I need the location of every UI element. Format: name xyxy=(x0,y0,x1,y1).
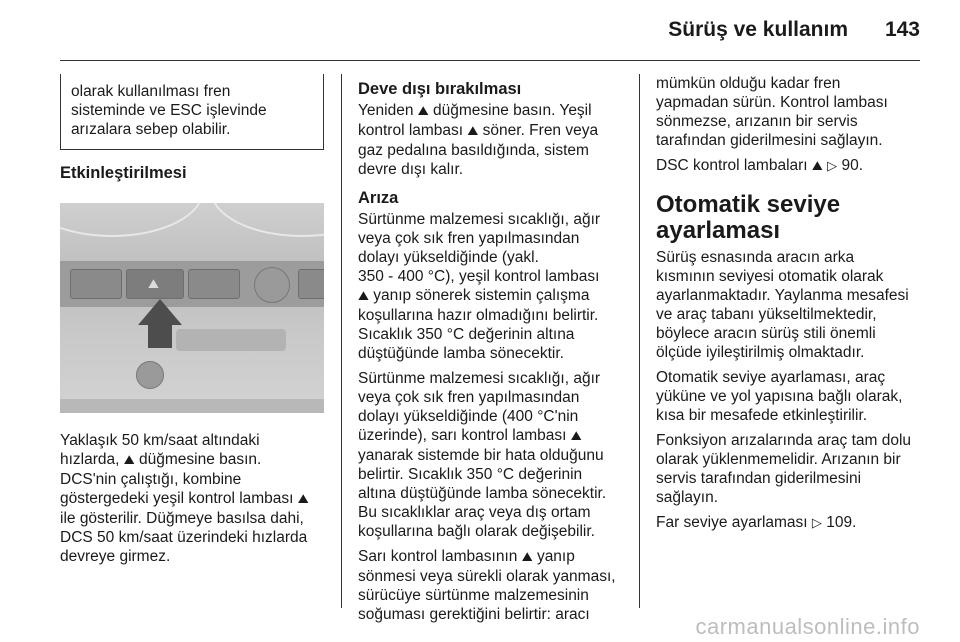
arrow-up-icon xyxy=(138,299,182,325)
section-heading-fault: Arıza xyxy=(358,189,399,207)
header-rule xyxy=(60,60,920,61)
section-heading-auto-level: Otomatik seviye ayarlaması xyxy=(656,191,841,244)
notice-line: olarak kullanılması fren xyxy=(71,83,231,100)
page-number: 143 xyxy=(884,18,920,41)
dcs-icon: ⛰ xyxy=(123,453,135,468)
fault-paragraph-continued: mümkün olduğu kadar fren yapmadan sürün. Kontrol lambası sönmezse, arızanın bir servis tarafından giderilmesini sağlayın. xyxy=(656,75,888,149)
page-header xyxy=(0,0,960,60)
notice-box xyxy=(60,74,324,150)
dcs-icon: ⛰ xyxy=(811,159,823,174)
column-1 xyxy=(60,74,324,572)
fault-paragraph-3: Sarı kontrol lambasının ⛰ yanıp sönmesi veya sürekli olarak yanması, sürücüye sürtünme malzemesinin soğuması gerektiğini belirtir: aracı xyxy=(358,548,616,623)
section-heading-activation: Etkinleştirilmesi xyxy=(60,164,187,182)
dcs-icon: ⛰ xyxy=(570,429,582,444)
column-divider-2 xyxy=(639,74,640,608)
dcs-icon: ⛰ xyxy=(521,550,533,565)
notice-line: arızalara sebep olabilir. xyxy=(71,121,231,138)
dcs-icon: ⛰ xyxy=(417,104,429,119)
watermark: carmanualsonline.info xyxy=(695,614,920,639)
column-3 xyxy=(656,74,922,539)
fault-paragraph-2: Sürtünme malzemesi sıcaklığı, ağır veya çok sık fren yapılmasından dolayı yükseldiğinde (400 °C'nin üzerinde), sarı kontrol lambası ⛰ yanarak sistemde bir hata olduğunu belirtir. Sıcaklık 350 °C değerinin altına düştüğünde lamba sönecektir. Bu sıcaklıklar araç veya dış ortam koşullarına bağlı olarak değişebilir. xyxy=(358,370,607,540)
section-heading-deactivation: Deve dışı bırakılması xyxy=(358,80,522,98)
dcs-button-illustration xyxy=(60,203,324,413)
deactivation-paragraph: Yeniden ⛰ düğmesine basın. Yeşil kontrol lambası ⛰ söner. Fren veya gaz pedalına basıldığında, sistem devre dışı kalır. xyxy=(358,102,599,178)
dcs-icon: ⛰ xyxy=(148,277,159,292)
page-ref-icon[interactable]: ▷ xyxy=(827,159,838,174)
dcs-icon: ⛰ xyxy=(467,124,479,139)
column-divider-1 xyxy=(341,74,342,608)
dcs-icon: ⛰ xyxy=(297,492,309,507)
column-2 xyxy=(358,74,626,630)
auto-level-paragraph-3: Fonksiyon arızalarında araç tam dolu olarak yüklenmemelidir. Arızanın bir servis tarafından giderilmesini sağlayın. xyxy=(656,432,912,506)
page-ref-icon[interactable]: ▷ xyxy=(811,516,822,531)
dsc-reference: DSC kontrol lambaları ⛰ ▷ 90. xyxy=(656,157,864,174)
page-ref-link[interactable]: 109. xyxy=(826,514,857,531)
headlight-reference: Far seviye ayarlaması ▷ 109. xyxy=(656,514,857,531)
auto-level-paragraph-2: Otomatik seviye ayarlaması, araç yüküne ve yol yapısına bağlı olarak, kısa bir mesafede etkinleştirilir. xyxy=(656,369,903,424)
dcs-icon: ⛰ xyxy=(358,289,369,304)
page-ref-link[interactable]: 90. xyxy=(841,157,864,174)
fault-paragraph-1: Sürtünme malzemesi sıcaklığı, ağır veya çok sık fren yapılmasından dolayı yükseldiğinde (yakl. 350 - 400 °C), yeşil kontrol lambası ⛰ yanıp sönerek sistemin çalışma koşullarına hazır olmadığını belirtir. Sıcaklık 350 °C değerinin altına düştüğünde lamba sönecektir. xyxy=(358,211,601,362)
header-title: Sürüş ve kullanım xyxy=(668,18,848,41)
activation-paragraph: Yaklaşık 50 km/saat altındaki hızlarda, ⛰ düğmesine basın. DCS'nin çalıştığı, kombine göstergedeki yeşil kontrol lambası ⛰ ile gösterilir. Düğmeye basılsa dahi, DCS 50 km/saat üzerindeki hızlarda devreye girmez. xyxy=(60,432,309,565)
auto-level-paragraph-1: Sürüş esnasında aracın arka kısmının seviyesi otomatik olarak ayarlanmaktadır. Yaylanma mesafesi ve araç tabanı yükseltilmektedir, böylece aracın sürüş stili önemli ölçüde iyileştirilmiş olmaktadır. xyxy=(656,249,909,361)
notice-line: sisteminde ve ESC işlevinde xyxy=(71,102,267,119)
